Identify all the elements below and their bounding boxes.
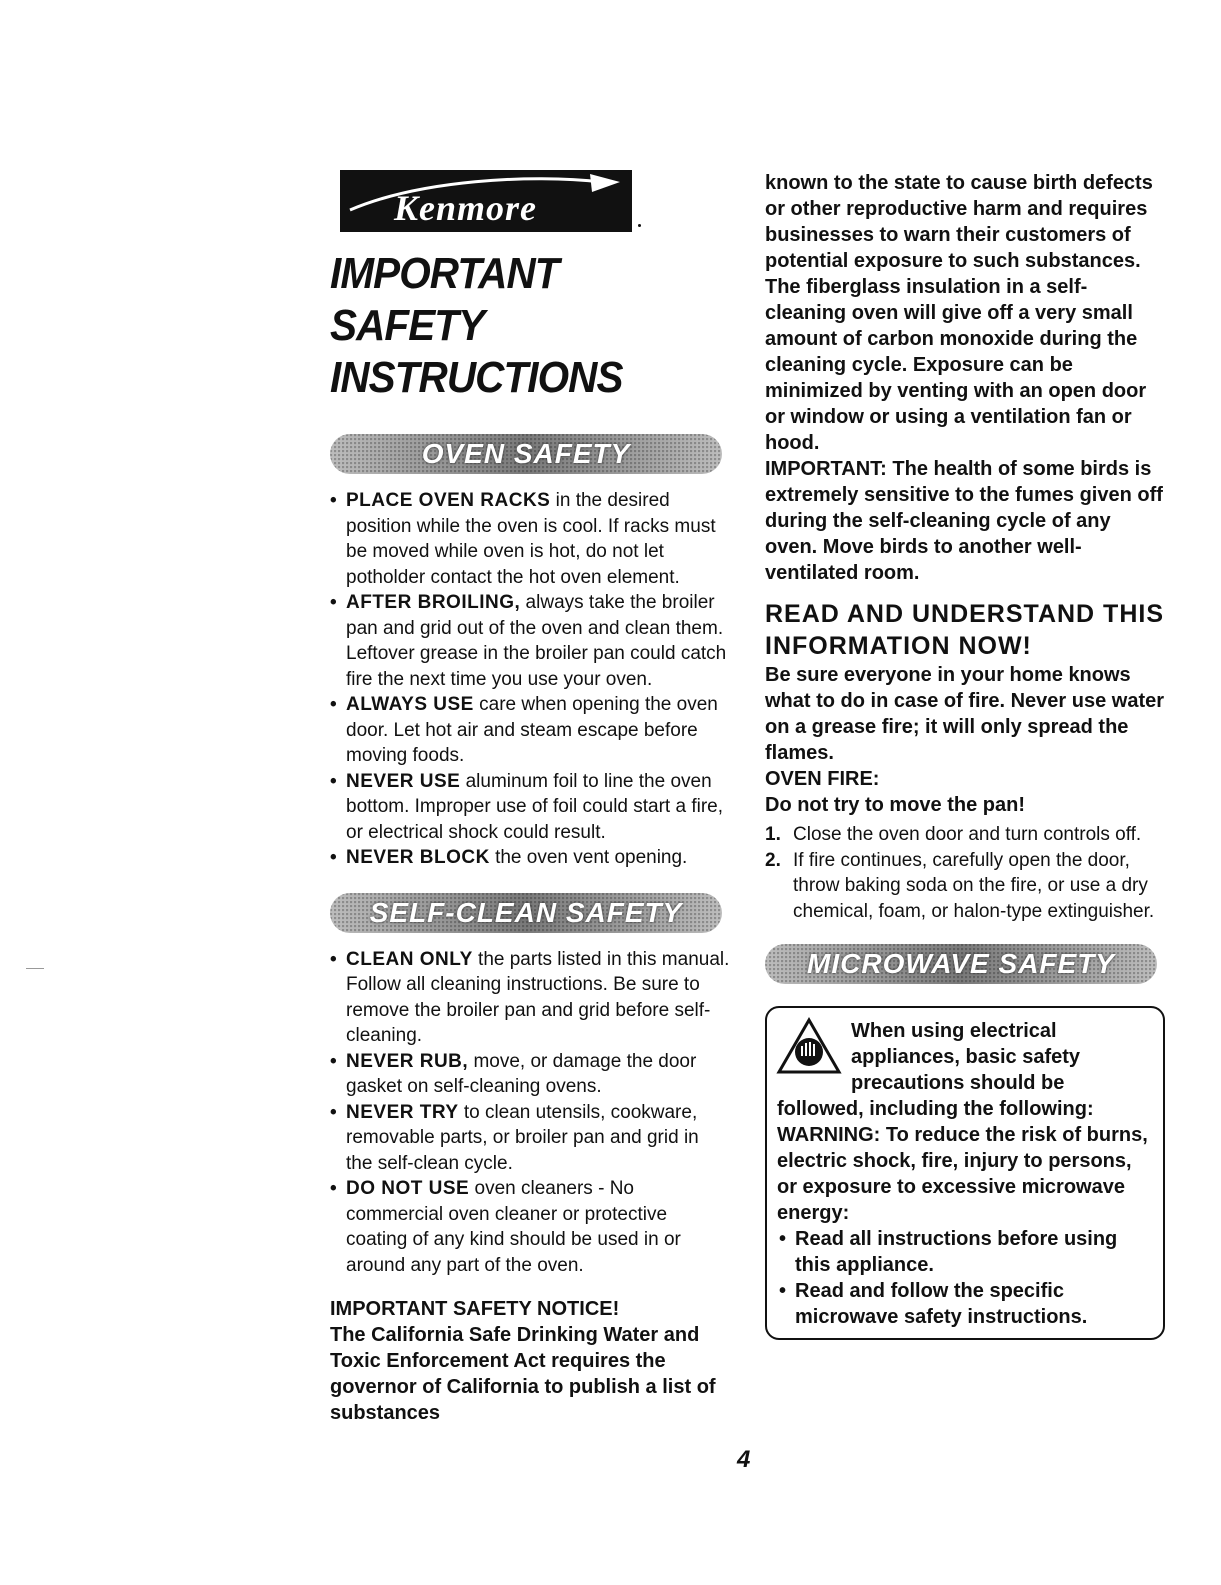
item-text: in the desired position while the oven is cool. If racks must be moved while oven is hot, do not let potholder contact the hot oven element. — [346, 490, 716, 588]
page-title-line2: INSTRUCTIONS — [330, 353, 623, 402]
oven-safety-list — [330, 488, 730, 871]
safety-notice-heading: IMPORTANT SAFETY NOTICE! — [330, 1298, 620, 1320]
oven-safety-banner — [330, 434, 722, 474]
microwave-list — [777, 1226, 1153, 1330]
warning-hand-icon — [775, 1016, 843, 1078]
list-item — [765, 822, 1165, 848]
list-item — [330, 488, 730, 590]
item-text: care when opening the oven door. Let hot air and steam escape before moving foods. — [346, 694, 718, 766]
fire-instructions: Be sure everyone in your home knows what to do in case of fire. Never use water on a grease fire; it will only spread the flames. — [765, 664, 1165, 764]
microwave-safety-banner-label: MICROWAVE SAFETY — [807, 948, 1115, 979]
read-understand-heading: READ AND UNDERSTAND THIS INFORMATION NOW! — [765, 600, 1164, 660]
item-bold-lead: NEVER RUB, — [346, 1050, 469, 1072]
item-bold-lead: NEVER BLOCK — [346, 847, 490, 868]
list-item — [330, 1176, 730, 1278]
list-item — [330, 692, 730, 769]
self-clean-safety-list — [330, 947, 730, 1279]
list-item — [330, 590, 730, 692]
microwave-warning: WARNING: To reduce the risk of burns, electric shock, fire, injury to persons, or exposure to excessive microwave energy: — [777, 1124, 1148, 1224]
list-item — [765, 848, 1165, 925]
microwave-warning-box — [765, 1006, 1165, 1340]
list-item — [330, 769, 730, 846]
list-item — [330, 845, 730, 871]
item-bold-lead: PLACE OVEN RACKS — [346, 490, 551, 511]
item-bold-lead: AFTER BROILING, — [346, 592, 521, 613]
self-clean-safety-banner — [330, 893, 722, 933]
left-column — [330, 170, 730, 1426]
step-text: Close the oven door and turn controls off. — [793, 824, 1142, 845]
oven-fire-label: OVEN FIRE: — [765, 768, 880, 790]
item-text: the parts listed in this manual. Follow all cleaning instructions. Be sure to remove the broiler pan and grid before self-cleaning. — [346, 948, 730, 1046]
self-clean-safety-banner-label: SELF-CLEAN SAFETY — [369, 896, 683, 928]
page-title-line1: IMPORTANT SAFETY — [330, 249, 559, 350]
list-item: • Read and follow the specific microwave safety instructions. — [777, 1278, 1153, 1330]
step-number: 2. — [765, 849, 781, 871]
birds-warning: IMPORTANT: The health of some birds is extremely sensitive to the fumes given off during the self-cleaning cycle of any oven. Move birds to another well-ventilated room. — [765, 458, 1163, 584]
microwave-safety-banner — [765, 944, 1157, 984]
item-text: the oven vent opening. — [489, 847, 688, 868]
do-not-move-pan: Do not try to move the pan! — [765, 794, 1025, 816]
oven-safety-banner-label: OVEN SAFETY — [421, 438, 631, 469]
item-bold-lead: CLEAN ONLY — [346, 948, 473, 970]
item-bold-lead: NEVER TRY — [346, 1101, 459, 1123]
step-text: If fire continues, carefully open the door, throw baking soda on the fire, or use a dry chemical, foam, or halon-type extinguisher. — [793, 849, 1155, 922]
microwave-intro: When using electrical appliances, basic safety precautions should be followed, including the following: — [777, 1020, 1094, 1120]
list-item — [330, 947, 730, 1049]
safety-notice-text-left: The California Safe Drinking Water and Toxic Enforcement Act requires the governor of California to publish a list of substances — [330, 1324, 716, 1424]
page-number: 4 — [737, 1446, 751, 1473]
item-text: always take the broiler pan and grid out of the oven and clean them. Leftover grease in the broiler pan could catch fire the next time you use your oven. — [346, 592, 727, 690]
kenmore-logo — [340, 170, 632, 232]
list-item — [330, 1100, 730, 1177]
right-column — [765, 170, 1165, 1340]
logo-text: Kenmore — [394, 188, 538, 228]
item-text: move, or damage the door gasket on self-cleaning ovens. — [346, 1050, 697, 1097]
list-item: • Read all instructions before using this appliance. — [777, 1226, 1153, 1278]
item-text: aluminum foil to line the oven bottom. Improper use of foil could start a fire, or electrical shock could result. — [346, 770, 724, 843]
item-text: to clean utensils, cookware, removable parts, or broiler pan and grid in the self-clean cycle. — [346, 1101, 699, 1174]
item-bold-lead: DO NOT USE — [346, 1178, 470, 1199]
page-title — [330, 248, 698, 404]
logo-registered-mark — [638, 224, 641, 227]
list-item — [330, 1049, 730, 1100]
fire-steps-list — [765, 822, 1165, 924]
step-number: 1. — [765, 824, 781, 845]
item-bold-lead: ALWAYS USE — [346, 694, 474, 715]
item-text: oven cleaners - No commercial oven cleaner or protective coating of any kind should be used in or around any part of the oven. — [346, 1178, 681, 1276]
item-bold-lead: NEVER USE — [346, 770, 461, 792]
margin-mark — [26, 968, 44, 969]
safety-notice-text-right: known to the state to cause birth defects or other reproductive harm and requires businesses to warn their customers of potential exposure to such substances. The fiberglass insulation in a self-cleaning oven will give off a very small amount of carbon monoxide during the cleaning cycle. Exposure can be minimized by venting with an open door or window or using a ventilation fan or hood. — [765, 172, 1153, 454]
